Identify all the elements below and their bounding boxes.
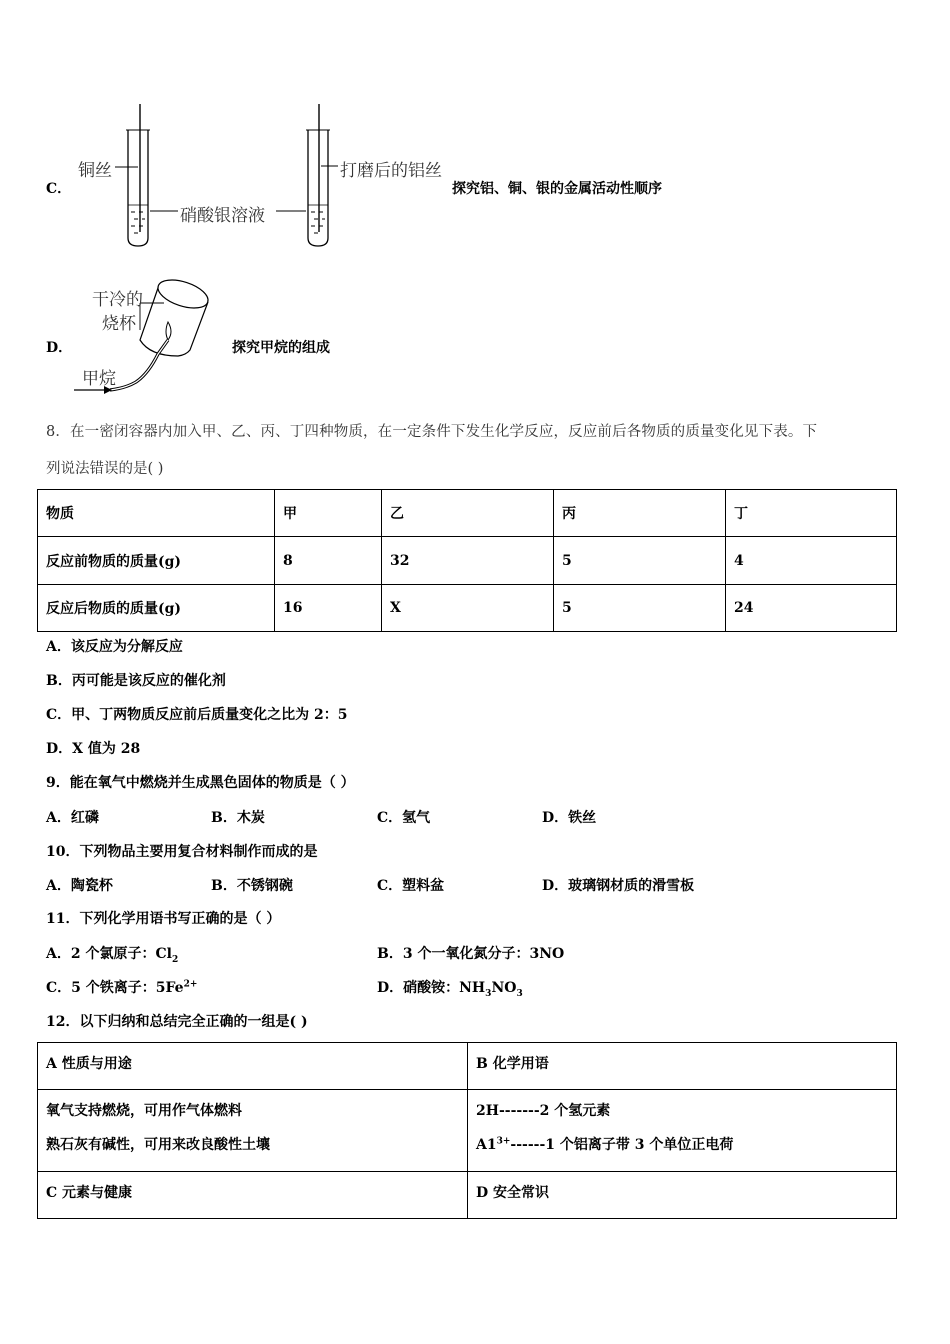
cell-a-line2: 熟石灰有碱性，可用来改良酸性土壤 xyxy=(46,1137,270,1153)
cell-value: 8 xyxy=(275,537,382,585)
cell-b-content xyxy=(468,1090,897,1172)
option-c-purpose: 探究铝、铜、银的金属活动性顺序 xyxy=(452,181,662,197)
option-d-letter: D． xyxy=(46,340,73,356)
q8-stem-line2: 列说法错误的是( ) xyxy=(46,461,164,477)
table-row xyxy=(38,537,897,585)
table-row xyxy=(38,585,897,632)
cell-b-title: B 化学用语 xyxy=(468,1043,897,1090)
cell-b-line2-sup: 3+ xyxy=(496,1136,511,1147)
label-beaker: 烧杯 xyxy=(102,314,136,334)
q9-option-b: B．木炭 xyxy=(211,810,265,826)
q11-option-d-sub1: 3 xyxy=(485,988,492,999)
q12-stem: 12．以下归纳和总结完全正确的一组是( ) xyxy=(46,1014,308,1030)
q8-option-d: D．X 值为 28 xyxy=(46,741,141,757)
q11-option-d-sub2: 3 xyxy=(516,988,523,999)
q11-option-a-sub: 2 xyxy=(171,954,179,965)
q10-option-d: D．玻璃钢材质的滑雪板 xyxy=(542,878,695,894)
cell-value: 16 xyxy=(275,585,382,632)
label-silver-nitrate: 硝酸银溶液 xyxy=(180,206,265,226)
cell-b-line1: 2H-------2 个氢元素 xyxy=(476,1103,611,1119)
cell-a-line1: 氧气支持燃烧，可用作气体燃料 xyxy=(46,1103,242,1119)
cell-value: X xyxy=(382,585,554,632)
q9-stem: 9．能在氧气中燃烧并生成黑色固体的物质是（ ） xyxy=(46,775,355,791)
table-row xyxy=(38,1172,897,1219)
q8-mass-table xyxy=(37,489,897,632)
cell-value: 5 xyxy=(554,537,726,585)
cell-value: 24 xyxy=(726,585,897,632)
label-methane: 甲烷 xyxy=(82,369,116,389)
cell-b-line2 xyxy=(476,1134,896,1154)
q11-option-b: B．3 个一氧化氮分子：3NO xyxy=(377,946,565,962)
label-polished-aluminum: 打磨后的铝丝 xyxy=(340,161,442,181)
q11-option-a-text: A．2 个氯原子：Cl xyxy=(46,946,172,962)
header-ding: 丁 xyxy=(726,490,897,537)
label-dry-cold: 干冷的 xyxy=(92,290,143,310)
test-tubes-illustration xyxy=(0,0,950,260)
header-substance: 物质 xyxy=(38,490,275,537)
q11-option-c-text: C．5 个铁离子：5Fe xyxy=(46,980,184,996)
q10-stem: 10．下列物品主要用复合材料制作而成的是 xyxy=(46,844,318,860)
option-c-letter: C． xyxy=(46,181,72,197)
cell-d-title: D 安全常识 xyxy=(468,1172,897,1219)
q11-option-d-mid: NO xyxy=(491,980,517,996)
cell-value: 32 xyxy=(382,537,554,585)
q9-option-c: C．氢气 xyxy=(377,810,431,826)
q11-option-c xyxy=(46,977,197,997)
row-label: 反应后物质的质量(g) xyxy=(38,585,275,632)
q8-option-b: B．丙可能是该反应的催化剂 xyxy=(46,673,226,689)
q12-summary-table xyxy=(37,1042,897,1219)
q11-option-d xyxy=(377,977,523,999)
q11-option-c-sup: 2+ xyxy=(183,979,198,990)
q11-stem: 11．下列化学用语书写正确的是（ ） xyxy=(46,911,281,927)
option-d-purpose: 探究甲烷的组成 xyxy=(232,340,330,356)
q10-option-a: A．陶瓷杯 xyxy=(46,878,113,894)
q9-option-d: D．铁丝 xyxy=(542,810,597,826)
q11-option-d-text: D．硝酸铵：NH xyxy=(377,980,486,996)
cell-value: 5 xyxy=(554,585,726,632)
cell-value: 4 xyxy=(726,537,897,585)
label-copper-wire: 铜丝 xyxy=(78,161,112,181)
table-header-row xyxy=(38,490,897,537)
cell-a-title: A 性质与用途 xyxy=(38,1043,468,1090)
row-label: 反应前物质的质量(g) xyxy=(38,537,275,585)
cell-a-content xyxy=(38,1090,468,1172)
q8-stem-line1: 8．在一密闭容器内加入甲、乙、丙、丁四种物质，在一定条件下发生化学反应，反应前后各物质的质量变化见下表。下 xyxy=(46,424,818,440)
q8-option-c: C．甲、丁两物质反应前后质量变化之比为 2：5 xyxy=(46,707,348,723)
q8-option-a: A．该反应为分解反应 xyxy=(46,639,183,655)
q9-option-a: A．红磷 xyxy=(46,810,99,826)
q11-option-a xyxy=(46,943,178,965)
q10-option-b: B．不锈钢碗 xyxy=(211,878,293,894)
cell-c-title: C 元素与健康 xyxy=(38,1172,468,1219)
header-bing: 丙 xyxy=(554,490,726,537)
cell-b-line2-pre: A1 xyxy=(476,1137,497,1153)
table-row xyxy=(38,1090,897,1172)
header-yi: 乙 xyxy=(382,490,554,537)
cell-b-line2-post: ------1 个铝离子带 3 个单位正电荷 xyxy=(510,1137,734,1153)
header-jia: 甲 xyxy=(275,490,382,537)
q10-option-c: C．塑料盆 xyxy=(377,878,445,894)
table-row xyxy=(38,1043,897,1090)
